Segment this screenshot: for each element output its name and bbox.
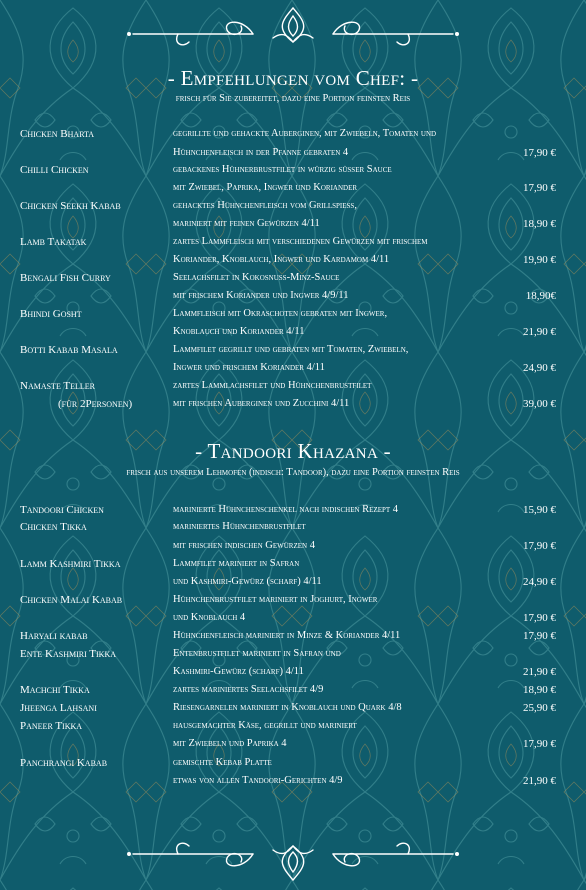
dish-description: gehacktes Hühnchenfleisch vom Grillspiess, — [173, 200, 357, 211]
dish-price: 25,90 € — [523, 702, 556, 714]
dish-description: etwas von allen Tandoori-Gerichten 4/9 — [173, 775, 343, 786]
menu-row — [0, 395, 586, 413]
dish-price: 17,90 € — [523, 182, 556, 194]
dish-name: Ente Kashmiri Tikka — [20, 648, 117, 660]
section-title-tandoori: - Tandoori Khazana - — [195, 439, 391, 463]
menu-row — [0, 125, 586, 143]
menu-row — [0, 305, 586, 323]
menu-row — [0, 179, 586, 197]
dish-price: 19,90 € — [523, 254, 556, 266]
dish-name: (für 2Personen) — [58, 398, 133, 410]
dish-name: Botti Kabab Masala — [20, 344, 118, 356]
dish-price: 21,90 € — [523, 775, 556, 787]
top-ornament-icon — [123, 4, 463, 50]
menu-row — [0, 359, 586, 377]
dish-description: Ingwer und frischem Koriander 4/11 — [173, 362, 325, 373]
dish-description: hausgemachter Käse, gegrillt und mariniert — [173, 720, 357, 731]
dish-description: mariniert mit feinen Gewürzen 4/11 — [173, 218, 320, 229]
section-subtitle-empfehlungen: frisch für Sie zubereitet, dazu eine Portion feinsten Reis — [175, 93, 411, 104]
dish-price: 17,90 € — [523, 630, 556, 642]
dish-price: 17,90 € — [523, 612, 556, 624]
dish-name: Chicken Bharta — [20, 128, 95, 140]
dish-name: Bengali Fish Curry — [20, 272, 111, 284]
menu-row — [0, 735, 586, 753]
dish-description: Hühnchenfleisch mariniert in Minze & Koriander 4/11 — [173, 630, 401, 641]
menu-row — [0, 699, 586, 717]
menu-row — [0, 627, 586, 645]
dish-name: Bhindi Gosht — [20, 308, 82, 320]
dish-description: Lammfilet gegrillt und gebraten mit Tomaten, Zwiebeln, — [173, 344, 409, 355]
menu-row — [0, 754, 586, 772]
dish-price: 21,90 € — [523, 666, 556, 678]
menu-row — [0, 323, 586, 341]
menu-row — [0, 681, 586, 699]
menu-row — [0, 161, 586, 179]
dish-name: Lamm Kashmiri Tikka — [20, 558, 121, 570]
bottom-ornament-icon — [123, 838, 463, 884]
dish-price: 39,00 € — [523, 398, 556, 410]
menu-row — [0, 377, 586, 395]
menu-row — [0, 537, 586, 555]
menu-row — [0, 772, 586, 790]
dish-name: Chicken Malai Kabab — [20, 594, 123, 606]
dish-description: mit frischem Koriander und Ingwer 4/9/11 — [173, 290, 349, 301]
dish-description: Hühnchenbrustfilet mariniert in Joghurt, Ingwer — [173, 594, 378, 605]
dish-description: mariniertes Hühnchenbrustfilet — [173, 521, 306, 532]
menu-row — [0, 341, 586, 359]
dish-price: 21,90 € — [523, 326, 556, 338]
dish-description: zartes Lammlachsfilet und Hühnchenbrustfilet — [173, 380, 372, 391]
menu-row — [0, 609, 586, 627]
dish-description: und Knoblauch 4 — [173, 612, 246, 623]
dish-description: Koriander, Knoblauch, Ingwer und Kardamom 4/11 — [173, 254, 390, 265]
dish-name: Chicken Tikka — [20, 521, 87, 533]
dish-description: mit frischen Auberginen und Zucchini 4/11 — [173, 398, 350, 409]
dish-description: Lammfleisch mit Okraschoten gebraten mit Ingwer, — [173, 308, 388, 319]
dish-name: Haryali kabab — [20, 630, 88, 642]
dish-description: gemischte Kebab Platte — [173, 757, 272, 768]
dish-price: 17,90 € — [523, 540, 556, 552]
menu-row — [0, 573, 586, 591]
section-title-empfehlungen: - Empfehlungen vom Chef: - — [167, 66, 419, 90]
dish-description: mit frischen indischen Gewürzen 4 — [173, 540, 315, 551]
menu-row — [0, 645, 586, 663]
dish-description: Riesengarnelen mariniert in Knoblauch und Quark 4/8 — [173, 702, 402, 713]
dish-description: zartes mariniertes Seelachsfilet 4/9 — [173, 684, 324, 695]
dish-price: 17,90 € — [523, 147, 556, 159]
menu-row — [0, 144, 586, 162]
dish-price: 18,90€ — [525, 290, 556, 302]
menu-row — [0, 555, 586, 573]
dish-description: mit Zwiebeln und Paprika 4 — [173, 738, 287, 749]
dish-description: gegrillte und gehackte Auberginen, mit Zwiebeln, Tomaten und — [173, 128, 437, 139]
dish-price: 24,90 € — [523, 362, 556, 374]
dish-description: Knoblauch und Koriander 4/11 — [173, 326, 305, 337]
dish-description: marinierte Hühnchenschenkel nach indischen Rezept 4 — [173, 504, 399, 515]
menu-row — [0, 197, 586, 215]
dish-price: 24,90 € — [523, 576, 556, 588]
menu-row — [0, 501, 586, 519]
dish-description: Hühnchenfleisch in der Pfanne gebraten 4 — [173, 147, 349, 158]
dish-price: 15,90 € — [523, 504, 556, 516]
dish-name: Lamb Takatak — [20, 236, 87, 248]
dish-description: Lammfilet mariniert in Safran — [173, 558, 300, 569]
dish-price: 18,90 € — [523, 684, 556, 696]
dish-description: mit Zwiebel, Paprika, Ingwer und Koriander — [173, 182, 358, 193]
dish-price: 18,90 € — [523, 218, 556, 230]
dish-description: Kashmiri-Gewürz (scharf) 4/11 — [173, 666, 304, 677]
dish-price: 17,90 € — [523, 738, 556, 750]
dish-description: und Kashmiri-Gewürz (scharf) 4/11 — [173, 576, 322, 587]
dish-name: Chicken Seekh Kabab — [20, 200, 121, 212]
dish-description: Seelachsfilet in Kokosnuss-Minz-Sauce — [173, 272, 340, 283]
menu-row — [0, 717, 586, 735]
dish-name: Namaste Teller — [20, 380, 95, 392]
menu-row — [0, 269, 586, 287]
dish-description: Entenbrustfilet mariniert in Safran und — [173, 648, 341, 659]
menu-row — [0, 591, 586, 609]
menu-row — [0, 215, 586, 233]
dish-name: Jheenga Lahsani — [20, 702, 97, 714]
menu-row — [0, 233, 586, 251]
menu-row — [0, 518, 586, 536]
dish-description: zartes Lammfleisch mit verschiedenen Gewürzen mit frischem — [173, 236, 428, 247]
section-subtitle-tandoori: frisch aus unserem Lehmofen (indisch: Tandoor), dazu eine Portion feinsten Reis — [126, 467, 460, 478]
dish-name: Tandoori Chicken — [20, 504, 104, 516]
dish-name: Panchrangi Kabab — [20, 757, 108, 769]
menu-row — [0, 663, 586, 681]
menu-row — [0, 287, 586, 305]
dish-name: Chilli Chicken — [20, 164, 89, 176]
dish-name: Machchi Tikka — [20, 684, 90, 696]
menu-row — [0, 251, 586, 269]
dish-description: gebackenes Hühnerbrustfilet in würzig süßer Sauce — [173, 164, 392, 175]
dish-name: Paneer Tikka — [20, 720, 83, 732]
